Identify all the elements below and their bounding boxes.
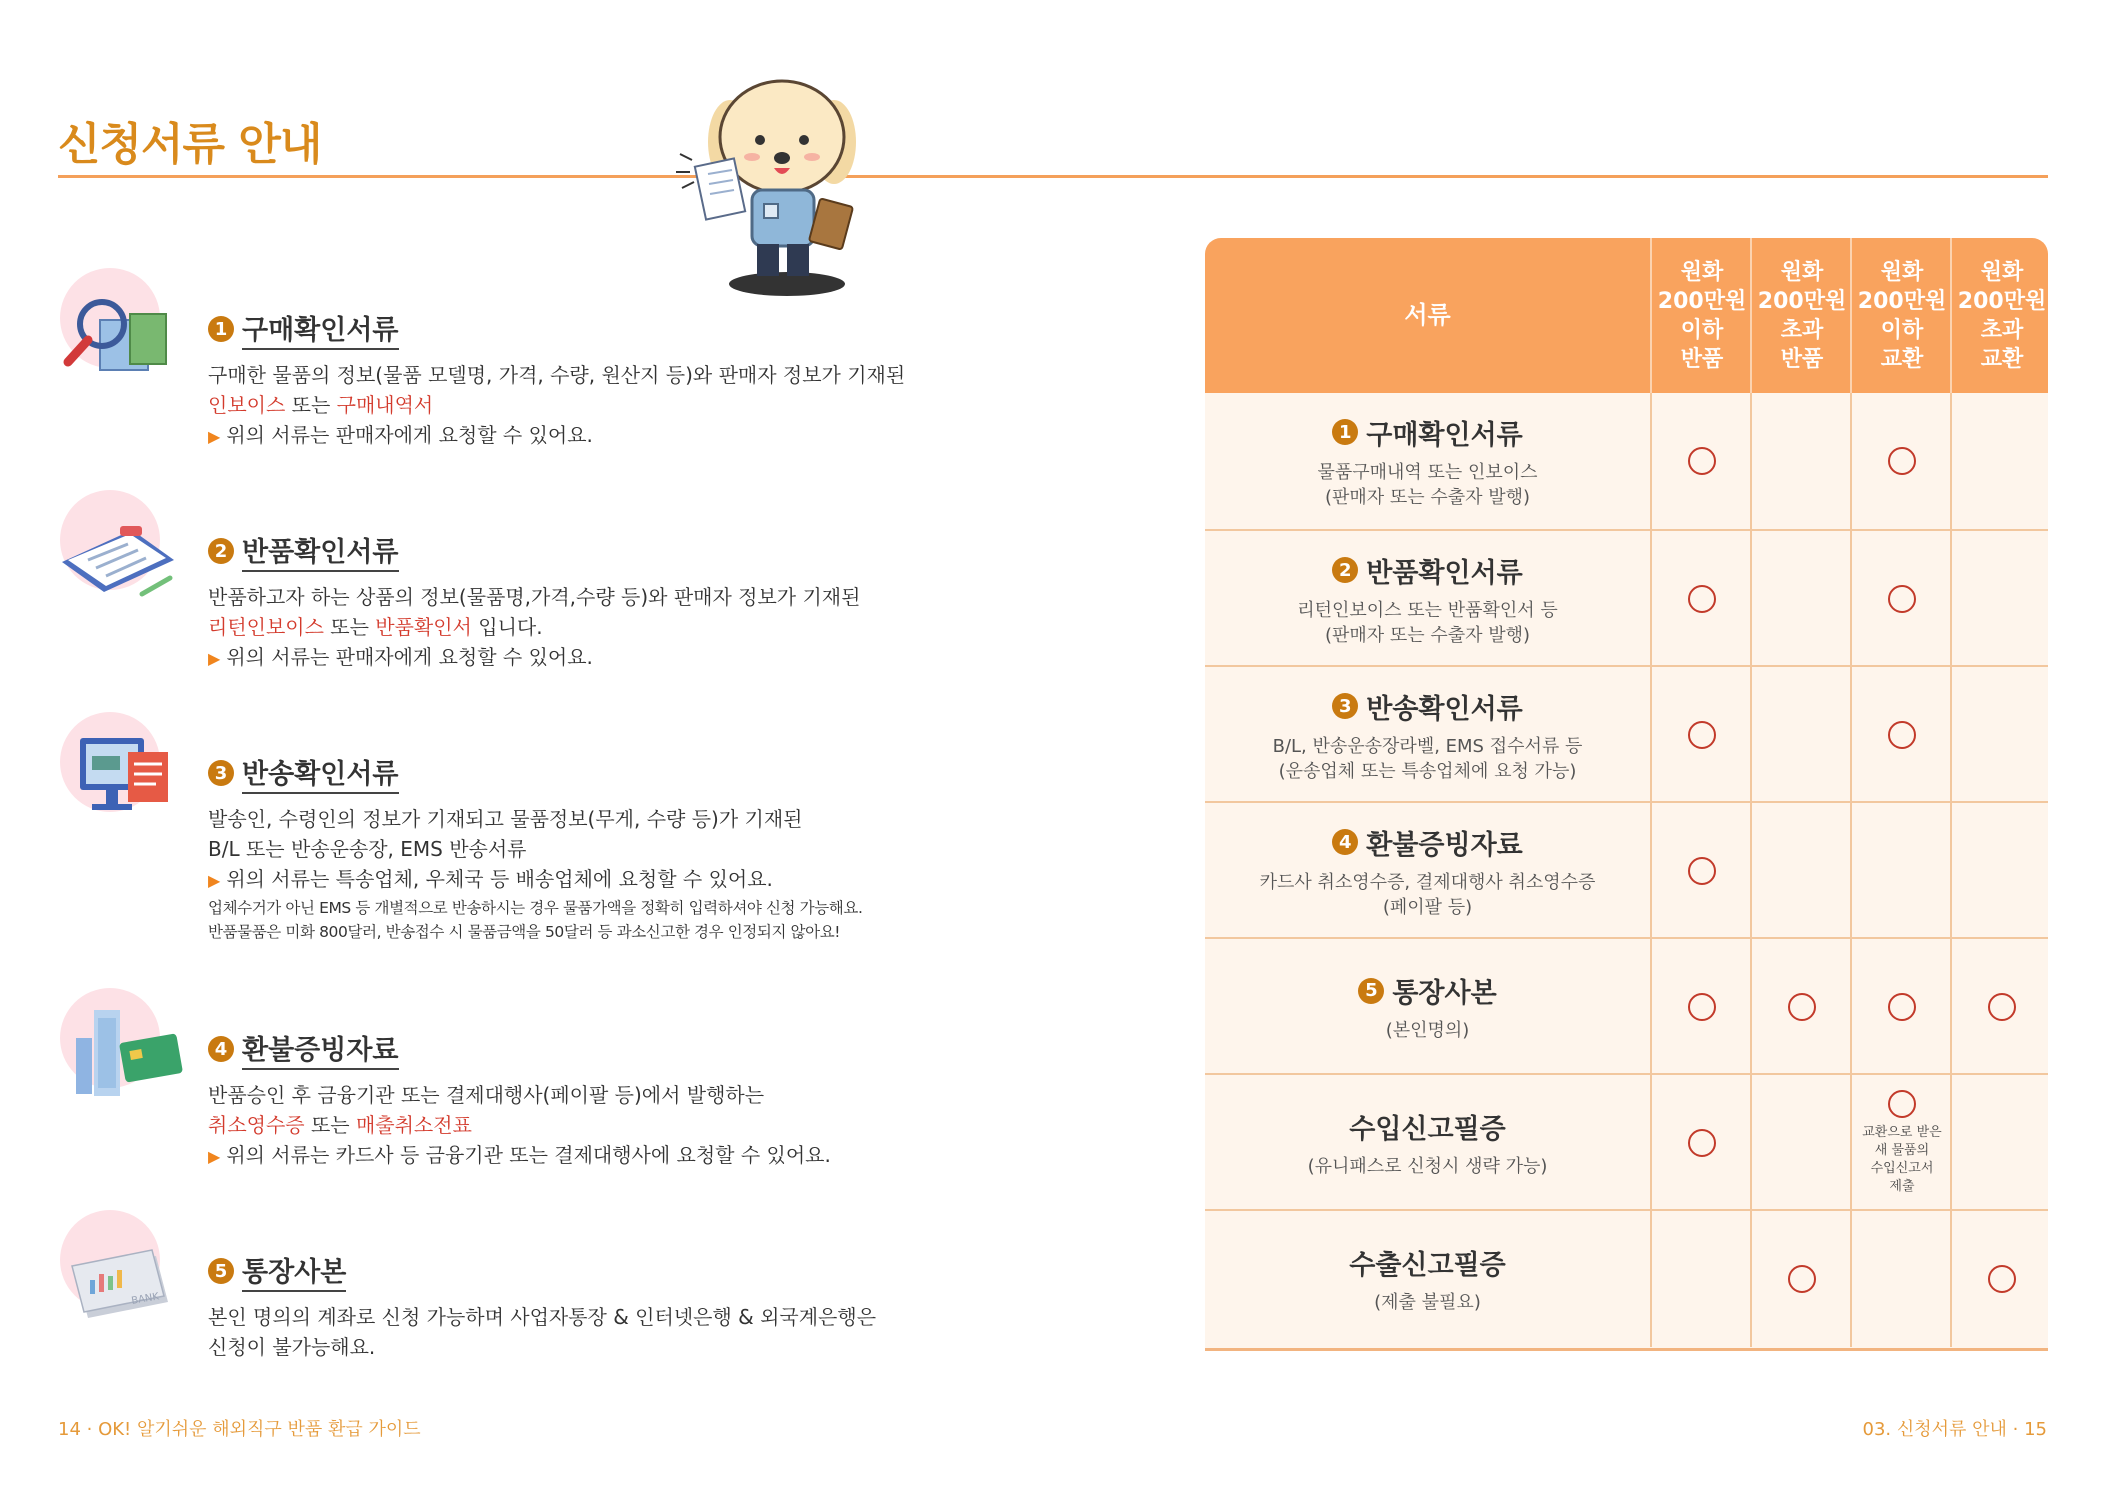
- clipboard-icon: [58, 490, 188, 610]
- doc-name: 수출신고필증: [1349, 1250, 1506, 1281]
- doc-sub-text: (제출 불필요): [1374, 1292, 1481, 1313]
- circle-mark-icon: [1888, 721, 1916, 749]
- item-title: 구매확인서류: [242, 308, 399, 350]
- doc-sub-text: 물품구매내역 또는 인보이스: [1317, 461, 1538, 483]
- item-desc: 구매한 물품의 정보(물품 모델명, 가격, 수량, 원산지 등)와 판매자 정보가 기재된: [208, 363, 906, 387]
- mark-cell: [1650, 1211, 1752, 1347]
- mark-cell: [1850, 1211, 1952, 1347]
- doc-sub-text: (판매자 또는 수출자 발행): [1324, 624, 1531, 646]
- doc-sub-text: (유니패스로 신청시 생략 가능): [1307, 1156, 1548, 1177]
- doc-cell: [1205, 939, 1650, 1075]
- doc-name: 1 구매확인서류: [1332, 413, 1523, 452]
- doc-cell: [1205, 667, 1650, 803]
- item-note: ▶ 위의 서류는 특송업체, 우체국 등 배송업체에 요청할 수 있어요.: [208, 867, 773, 891]
- doc-sub-text: (판매자 또는 수출자 발행): [1324, 486, 1531, 508]
- item-small-note-1: 업체수거가 아닌 EMS 등 개별적으로 반송하시는 경우 물품가액을 정확히 입력하셔야 신청 가능해요.: [208, 899, 863, 917]
- circle-mark-icon: [1988, 1265, 2016, 1293]
- header-col-2: 원화 200만원 초과 반품: [1750, 238, 1852, 393]
- table-bottom-rule: [1205, 1348, 2048, 1351]
- item-title: 반품확인서류: [242, 530, 399, 572]
- mark-cell: [1850, 939, 1952, 1075]
- doc-sub-text: (본인명의): [1385, 1020, 1470, 1041]
- item-desc-2: 신청이 불가능해요.: [208, 1335, 376, 1359]
- doc-sub-text: 리턴인보이스 또는 반품확인서 등: [1297, 599, 1558, 621]
- card-building-icon: [58, 988, 188, 1108]
- item-number-badge: 1: [208, 316, 234, 342]
- circle-mark-icon: [1788, 993, 1816, 1021]
- item-desc-docs: 리턴인보이스 또는 반품확인서 입니다.: [208, 615, 543, 639]
- bankbook-icon: [58, 1210, 188, 1330]
- row-number-badge: 4: [1332, 829, 1358, 855]
- table-row: [1205, 801, 2048, 939]
- circle-mark-icon: [1688, 857, 1716, 885]
- mark-cell: [1750, 1075, 1852, 1211]
- item-title: 통장사본: [242, 1250, 346, 1292]
- mark-cell: [1650, 1075, 1752, 1211]
- table-row: [1205, 1073, 2048, 1211]
- circle-mark-icon: [1688, 585, 1716, 613]
- mark-cell: [1750, 939, 1852, 1075]
- mark-cell: [1950, 1211, 2052, 1347]
- table-row: [1205, 393, 2048, 529]
- monitor-document-icon: [58, 712, 188, 832]
- item-number-badge: 5: [208, 1258, 234, 1284]
- table-row: [1205, 937, 2048, 1075]
- doc-sub-text: (페이팔 등): [1382, 896, 1473, 918]
- page-title: 신청서류 안내: [58, 119, 322, 170]
- item-number-badge: 4: [208, 1036, 234, 1062]
- table-row: [1205, 529, 2048, 667]
- row-number-badge: 5: [1358, 978, 1384, 1004]
- doc-cell: [1205, 393, 1650, 529]
- mark-cell: [1650, 393, 1752, 529]
- doc-cell: [1205, 803, 1650, 939]
- item-title: 환불증빙자료: [242, 1028, 399, 1070]
- item-desc: 반품하고자 하는 상품의 정보(물품명,가격,수량 등)와 판매자 정보가 기재된: [208, 585, 861, 609]
- doc-cell: [1205, 1075, 1650, 1211]
- mark-cell: [1850, 393, 1952, 529]
- doc-name: 5 통장사본: [1358, 971, 1496, 1010]
- mark-cell: [1950, 667, 2052, 803]
- header-col-1: 원화 200만원 이하 반품: [1650, 238, 1752, 393]
- mark-cell: [1950, 393, 2052, 529]
- doc-name: 수입신고필증: [1349, 1114, 1506, 1145]
- item-desc: 발송인, 수령인의 정보가 기재되고 물품정보(무게, 수량 등)가 기재된: [208, 807, 803, 831]
- item-desc: 반품승인 후 금융기관 또는 결제대행사(페이팔 등)에서 발행하는: [208, 1083, 765, 1107]
- doc-name: 3 반송확인서류: [1332, 687, 1523, 726]
- circle-mark-icon: [1688, 1129, 1716, 1157]
- doc-item-purchase: [58, 268, 958, 447]
- mark-cell: [1850, 531, 1952, 667]
- item-desc-docs: 인보이스 또는 구매내역서: [208, 393, 434, 417]
- mark-cell: [1850, 667, 1952, 803]
- title-rule: [58, 175, 2048, 178]
- mark-cell: [1850, 803, 1952, 939]
- circle-mark-icon: [1688, 447, 1716, 475]
- mark-cell: [1750, 803, 1852, 939]
- mark-cell: [1750, 1211, 1852, 1347]
- item-desc-docs: 취소영수증 또는 매출취소전표: [208, 1113, 472, 1137]
- header-doc: 서류: [1404, 301, 1451, 329]
- doc-name: 4 환불증빙자료: [1332, 823, 1523, 862]
- table-row: [1205, 665, 2048, 803]
- mark-cell: [1950, 1075, 2052, 1211]
- circle-mark-icon: [1888, 447, 1916, 475]
- cell-note: 교환으로 받은 새 물품의 수입신고서 제출: [1862, 1125, 1942, 1194]
- dog-mascot-illustration: [672, 62, 882, 302]
- doc-sub-text: (운송업체 또는 특송업체에 요청 가능): [1278, 760, 1577, 782]
- header-col-3: 원화 200만원 이하 교환: [1850, 238, 1952, 393]
- circle-mark-icon: [1688, 993, 1716, 1021]
- item-desc: 본인 명의의 계좌로 신청 가능하며 사업자통장 & 인터넷은행 & 외국계은행은: [208, 1305, 877, 1329]
- bank-label: BANK: [130, 1291, 160, 1307]
- mark-cell: [1650, 803, 1752, 939]
- circle-mark-icon: [1688, 721, 1716, 749]
- mark-cell: [1750, 393, 1852, 529]
- circle-mark-icon: [1788, 1265, 1816, 1293]
- doc-item-return: [58, 490, 958, 669]
- table-header: [1205, 238, 2048, 393]
- circle-mark-icon: [1888, 993, 1916, 1021]
- mark-cell: [1950, 531, 2052, 667]
- doc-item-bankbook: [58, 1210, 958, 1359]
- item-desc-docs: B/L 또는 반송운송장, EMS 반송서류: [208, 837, 527, 861]
- documents-table: [1205, 238, 2048, 1350]
- item-number-badge: 3: [208, 760, 234, 786]
- doc-name: 2 반품확인서류: [1332, 551, 1523, 590]
- mark-cell: [1650, 667, 1752, 803]
- item-title: 반송확인서류: [242, 752, 399, 794]
- doc-cell: [1205, 1211, 1650, 1347]
- mark-cell: [1850, 1075, 1952, 1211]
- header-col-4: 원화 200만원 초과 교환: [1950, 238, 2052, 393]
- mark-cell: [1950, 803, 2052, 939]
- mark-cell: [1750, 667, 1852, 803]
- doc-item-shipping: [58, 712, 958, 952]
- mark-cell: [1950, 939, 2052, 1075]
- mark-cell: [1650, 939, 1752, 1075]
- doc-item-refund: [58, 988, 958, 1167]
- circle-mark-icon: [1988, 993, 2016, 1021]
- footer-left: 14 · OK! 알기쉬운 해외직구 반품 환급 가이드: [58, 1419, 421, 1440]
- doc-cell: [1205, 531, 1650, 667]
- row-number-badge: 3: [1332, 693, 1358, 719]
- circle-mark-icon: [1888, 1090, 1916, 1118]
- item-number-badge: 2: [208, 538, 234, 564]
- doc-sub-text: 카드사 취소영수증, 결제대행사 취소영수증: [1259, 871, 1596, 893]
- item-note: ▶ 위의 서류는 판매자에게 요청할 수 있어요.: [208, 645, 593, 669]
- row-number-badge: 1: [1332, 419, 1358, 445]
- item-small-note-2: 반품물품은 미화 800달러, 반송접수 시 물품금액을 50달러 등 과소신고한 경우 인정되지 않아요!: [208, 923, 841, 941]
- item-note: ▶ 위의 서류는 카드사 등 금융기관 또는 결제대행사에 요청할 수 있어요.: [208, 1143, 831, 1167]
- table-body: [1205, 393, 2048, 1348]
- item-note: ▶ 위의 서류는 판매자에게 요청할 수 있어요.: [208, 423, 593, 447]
- magnifier-box-icon: [58, 268, 188, 388]
- doc-sub-text: B/L, 반송운송장라벨, EMS 접수서류 등: [1272, 735, 1583, 757]
- row-number-badge: 2: [1332, 557, 1358, 583]
- mark-cell: [1750, 531, 1852, 667]
- mark-cell: [1650, 531, 1752, 667]
- circle-mark-icon: [1888, 585, 1916, 613]
- table-row: [1205, 1209, 2048, 1347]
- footer-right: 03. 신청서류 안내 · 15: [1862, 1419, 2047, 1440]
